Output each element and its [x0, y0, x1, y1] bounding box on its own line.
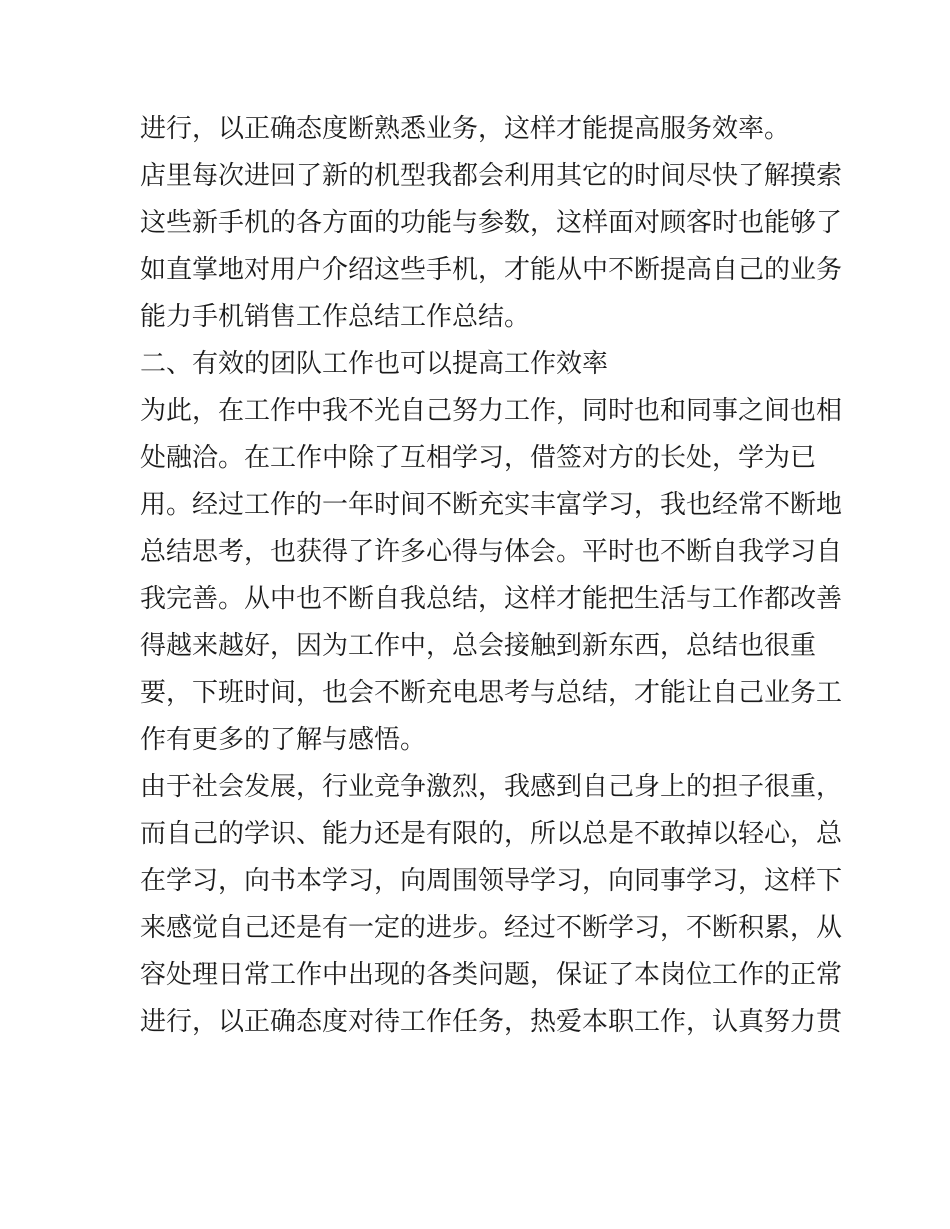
text-line: 作有更多的了解与感悟。	[140, 725, 427, 755]
section-heading: 二、有效的团队工作也可以提高工作效率	[140, 349, 609, 379]
text-line: 用。经过工作的一年时间不断充实丰富学习，我也经常不断地	[140, 490, 843, 520]
text-line: 如直掌地对用户介绍这些手机，才能从中不断提高自己的业务	[140, 255, 843, 285]
text-line: 为此，在工作中我不光自己努力工作，同时也和同事之间也相	[140, 396, 843, 426]
text-line: 店里每次进回了新的机型我都会利用其它的时间尽快了解摸索	[140, 161, 843, 191]
text-line: 要，下班时间，也会不断充电思考与总结，才能让自己业务工	[140, 678, 843, 708]
text-line: 总结思考，也获得了许多心得与体会。平时也不断自我学习自	[140, 537, 843, 567]
text-line: 由于社会发展，行业竞争激烈，我感到自己身上的担子很重，	[140, 772, 843, 802]
text-line: 来感觉自己还是有一定的进步。经过不断学习，不断积累，从	[140, 913, 843, 943]
text-line: 进行，以正确态度断熟悉业务，这样才能提高服务效率。	[140, 114, 791, 144]
text-line: 在学习，向书本学习，向周围领导学习，向同事学习，这样下	[140, 866, 843, 896]
text-line: 得越来越好，因为工作中，总会接触到新东西，总结也很重	[140, 631, 817, 661]
text-line: 进行，以正确态度对待工作任务，热爱本职工作，认真努力贯	[140, 1007, 843, 1037]
document-body	[140, 106, 843, 1046]
text-line: 我完善。从中也不断自我总结，这样才能把生活与工作都改善	[140, 584, 843, 614]
text-line: 处融洽。在工作中除了互相学习，借签对方的长处，学为已	[140, 443, 817, 473]
text-line: 这些新手机的各方面的功能与参数，这样面对顾客时也能够了	[140, 208, 843, 238]
text-line: 容处理日常工作中出现的各类问题，保证了本岗位工作的正常	[140, 960, 843, 990]
text-line: 而自己的学识、能力还是有限的，所以总是不敢掉以轻心，总	[140, 819, 843, 849]
text-line: 能力手机销售工作总结工作总结。	[140, 302, 531, 332]
